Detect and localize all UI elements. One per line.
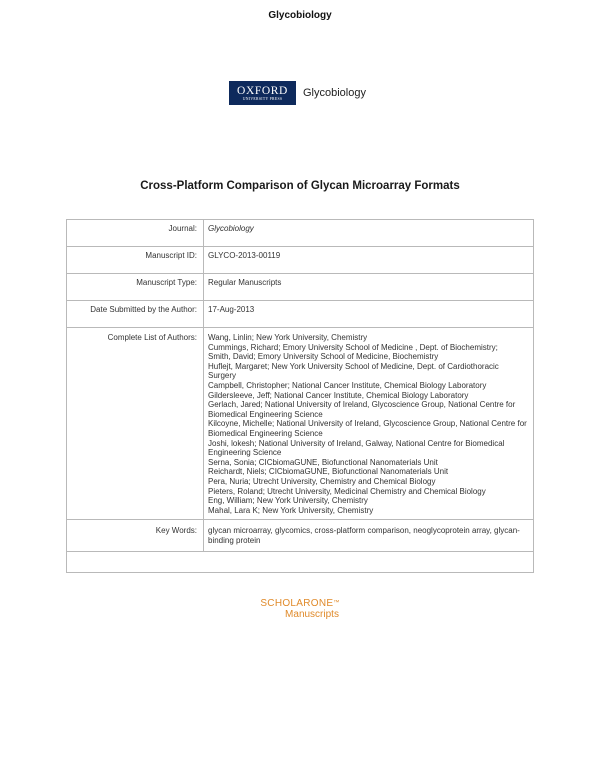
oxford-logo-sub: UNIVERSITY PRESS: [242, 96, 283, 101]
table-row-keywords: [67, 520, 534, 552]
journal-value: Glycobiology: [204, 220, 534, 247]
author-entry: Gerlach, Jared; National University of Ireland, Glycoscience Group, National Centre for Biomedical Engineering Science: [208, 400, 516, 419]
scholarone-brand-text: SCHOLARONE: [260, 598, 334, 609]
author-entry: Campbell, Christopher; National Cancer Institute, Chemical Biology Laboratory: [208, 380, 487, 390]
empty-cell: [67, 552, 534, 573]
author-entry: Wang, Linlin; New York University, Chemistry: [208, 333, 368, 342]
author-entry: Joshi, lokesh; National University of Ireland, Galway, National Centre for Biomedical Engineering Science: [208, 438, 505, 458]
table-row-manuscript-id: [67, 247, 534, 274]
logo-journal-name: Glycobiology: [303, 87, 366, 99]
manuscript-id-label: Manuscript ID:: [67, 247, 204, 274]
manuscript-title: Cross-Platform Comparison of Glycan Microarray Formats: [140, 180, 460, 192]
author-entry: Kilcoyne, Michelle; National University of Ireland, Glycoscience Group, National Centre for Biomedical Engineering Science: [208, 419, 527, 438]
author-entry: Mahal, Lara K; New York University, Chemistry: [208, 505, 374, 515]
scholarone-logo: [0, 598, 600, 620]
authors-label: Complete List of Authors:: [67, 328, 204, 520]
table-row-journal: [67, 220, 534, 247]
author-entry: Pieters, Roland; Utrecht University, Medicinal Chemistry and Chemical Biology: [208, 486, 486, 496]
author-entry: Cummings, Richard; Emory University School of Medicine , Dept. of Biochemistry;: [208, 342, 498, 352]
date-submitted-label: Date Submitted by the Author:: [67, 301, 204, 328]
author-entry: Eng, William; New York University, Chemistry: [208, 496, 368, 506]
author-entry: Smith, David; Emory University School of Medicine, Biochemistry: [208, 352, 439, 362]
date-submitted-value: 17-Aug-2013: [204, 301, 534, 328]
table-row-date-submitted: [67, 301, 534, 328]
manuscript-type-value: Regular Manuscripts: [204, 274, 534, 301]
manuscript-metadata-table: [66, 219, 534, 573]
author-entry: Pera, Nuria; Utrecht University, Chemistry and Chemical Biology: [208, 476, 436, 486]
oxford-logo: [229, 81, 296, 105]
manuscript-type-label: Manuscript Type:: [67, 274, 204, 301]
running-head: Glycobiology: [268, 10, 332, 21]
scholarone-subtitle: Manuscripts: [285, 609, 339, 620]
table-row-empty: [67, 552, 534, 573]
scholarone-trademark: ™: [333, 600, 340, 606]
table-row-authors: [67, 328, 534, 520]
journal-logo: [229, 81, 366, 105]
keywords-value: glycan microarray, glycomics, cross-platform comparison, neoglycoprotein array, glycan-binding protein: [204, 520, 534, 552]
keywords-label: Key Words:: [67, 520, 204, 552]
authors-list: [204, 328, 534, 520]
oxford-logo-main: OXFORD: [237, 84, 288, 97]
author-entry: Huflejt, Margaret; New York University School of Medicine, Dept. of Cardiothoracic Surgery: [208, 361, 499, 381]
author-entry: Serna, Sonia; CICbiomaGUNE, Biofunctional Nanomaterials Unit: [208, 457, 438, 467]
author-entry: Gildersleeve, Jeff; National Cancer Institute, Chemical Biology Laboratory: [208, 390, 469, 400]
scholarone-brand: [0, 598, 600, 609]
journal-label: Journal:: [67, 220, 204, 247]
author-entry: Reichardt, Niels; CICbiomaGUNE, Biofunctional Nanomaterials Unit: [208, 467, 449, 477]
table-row-manuscript-type: [67, 274, 534, 301]
manuscript-id-value: GLYCO-2013-00119: [204, 247, 534, 274]
